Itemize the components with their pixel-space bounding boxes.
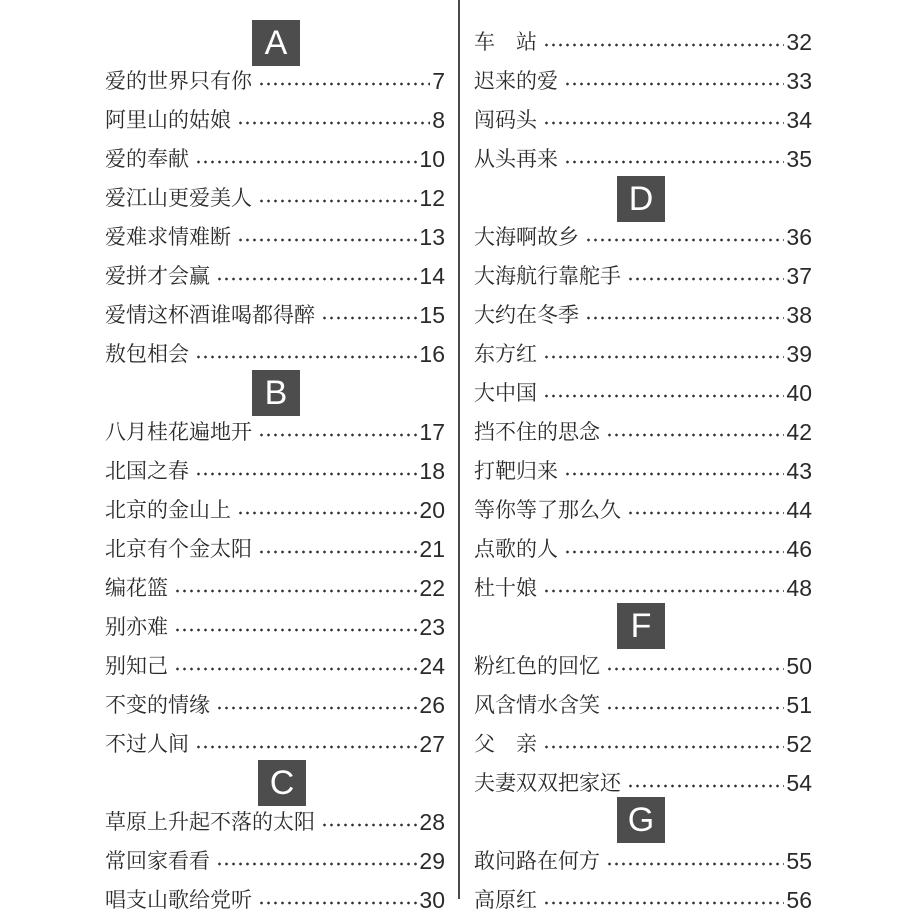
dot-leader (585, 237, 784, 243)
page-number: 10 (419, 146, 445, 172)
song-title: 北京有个金太阳 (105, 537, 252, 561)
toc-entry (105, 454, 445, 484)
toc-entry (474, 298, 812, 328)
page-number: 20 (419, 497, 445, 523)
toc-entry (105, 64, 445, 94)
page-number: 8 (432, 107, 445, 133)
page-number: 16 (419, 341, 445, 367)
dot-leader (585, 315, 784, 321)
toc-entry (105, 532, 445, 562)
song-title: 爱江山更爱美人 (105, 186, 252, 210)
dot-leader (195, 354, 417, 360)
page-number: 18 (419, 458, 445, 484)
toc-entry (474, 532, 812, 562)
toc-entry (474, 844, 812, 874)
dot-leader (543, 393, 784, 399)
song-title: 大约在冬季 (474, 303, 579, 327)
toc-entry (474, 727, 812, 757)
page-number: 51 (786, 692, 812, 718)
song-title: 从头再来 (474, 147, 558, 171)
toc-entry (474, 64, 812, 94)
song-title: 挡不住的思念 (474, 420, 600, 444)
song-title: 大海啊故乡 (474, 225, 579, 249)
song-title: 爱的世界只有你 (105, 69, 252, 93)
song-title: 大中国 (474, 381, 537, 405)
toc-entry (105, 259, 445, 289)
page-number: 42 (786, 419, 812, 445)
song-title: 父 亲 (474, 732, 537, 756)
toc-entry (105, 220, 445, 250)
dot-leader (216, 276, 417, 282)
toc-entry (105, 844, 445, 874)
dot-leader (543, 744, 784, 750)
page-number: 12 (419, 185, 445, 211)
dot-leader (543, 588, 784, 594)
song-title: 北国之春 (105, 459, 189, 483)
song-title: 爱情这杯酒谁喝都得醉 (105, 303, 315, 327)
toc-entry (474, 25, 812, 55)
toc-entry (105, 415, 445, 445)
page-number: 48 (786, 575, 812, 601)
page-number: 40 (786, 380, 812, 406)
page-number: 15 (419, 302, 445, 328)
page-number: 38 (786, 302, 812, 328)
toc-entry (474, 649, 812, 679)
page-number: 17 (419, 419, 445, 445)
song-title: 杜十娘 (474, 576, 537, 600)
page-number: 46 (786, 536, 812, 562)
toc-entry (474, 103, 812, 133)
dot-leader (564, 549, 784, 555)
page-number: 14 (419, 263, 445, 289)
song-title: 八月桂花遍地开 (105, 420, 252, 444)
page-number: 33 (786, 68, 812, 94)
song-title: 东方红 (474, 342, 537, 366)
page-number: 50 (786, 653, 812, 679)
song-title: 不变的情缘 (105, 693, 210, 717)
page-number: 44 (786, 497, 812, 523)
toc-entry (474, 883, 812, 913)
dot-leader (321, 822, 417, 828)
dot-leader (195, 744, 417, 750)
toc-entry (474, 454, 812, 484)
toc-entry (105, 337, 445, 367)
dot-leader (216, 705, 417, 711)
song-title: 点歌的人 (474, 537, 558, 561)
page-number: 54 (786, 770, 812, 796)
dot-leader (627, 783, 784, 789)
song-title: 编花篮 (105, 576, 168, 600)
song-title: 别亦难 (105, 615, 168, 639)
page-number: 29 (419, 848, 445, 874)
dot-leader (216, 861, 417, 867)
page-number: 37 (786, 263, 812, 289)
song-title: 敢问路在何方 (474, 849, 600, 873)
dot-leader (174, 666, 417, 672)
section-letter-d: D (617, 176, 665, 222)
dot-leader (237, 120, 430, 126)
page-number: 39 (786, 341, 812, 367)
dot-leader (174, 627, 417, 633)
song-title: 打靶归来 (474, 459, 558, 483)
toc-entry (474, 688, 812, 718)
dot-leader (564, 159, 784, 165)
section-letter-g: G (617, 797, 665, 843)
toc-entry (474, 337, 812, 367)
dot-leader (543, 900, 784, 906)
page-number: 22 (419, 575, 445, 601)
toc-entry (105, 610, 445, 640)
song-title: 北京的金山上 (105, 498, 231, 522)
toc-entry (474, 415, 812, 445)
toc-entry (474, 259, 812, 289)
page-number: 13 (419, 224, 445, 250)
toc-entry (474, 766, 812, 796)
toc-entry (105, 298, 445, 328)
page-number: 36 (786, 224, 812, 250)
toc-entry (105, 805, 445, 835)
page-number: 34 (786, 107, 812, 133)
dot-leader (258, 432, 417, 438)
page-number: 23 (419, 614, 445, 640)
page-number: 28 (419, 809, 445, 835)
toc-entry (474, 220, 812, 250)
page-number: 43 (786, 458, 812, 484)
dot-leader (195, 471, 417, 477)
toc-entry (105, 571, 445, 601)
toc-entry (105, 727, 445, 757)
toc-entry (474, 493, 812, 523)
column-divider (458, 0, 460, 899)
song-title: 常回家看看 (105, 849, 210, 873)
toc-entry (474, 376, 812, 406)
page-number: 30 (419, 887, 445, 913)
song-title: 大海航行靠舵手 (474, 264, 621, 288)
dot-leader (627, 510, 784, 516)
section-letter-f: F (617, 603, 665, 649)
dot-leader (606, 861, 784, 867)
dot-leader (321, 315, 417, 321)
song-title: 高原红 (474, 888, 537, 912)
dot-leader (237, 237, 417, 243)
page-number: 55 (786, 848, 812, 874)
song-title: 不过人间 (105, 732, 189, 756)
toc-entry (105, 181, 445, 211)
section-letter-c: C (258, 760, 306, 806)
toc-entry (105, 649, 445, 679)
dot-leader (543, 42, 784, 48)
dot-leader (174, 588, 417, 594)
song-title: 爱拼才会赢 (105, 264, 210, 288)
song-title: 敖包相会 (105, 342, 189, 366)
page-number: 32 (786, 29, 812, 55)
song-title: 粉红色的回忆 (474, 654, 600, 678)
song-title: 爱难求情难断 (105, 225, 231, 249)
song-title: 阿里山的姑娘 (105, 108, 231, 132)
toc-entry (105, 883, 445, 913)
page-number: 52 (786, 731, 812, 757)
section-letter-b: B (252, 370, 300, 416)
dot-leader (606, 432, 784, 438)
dot-leader (258, 198, 417, 204)
dot-leader (564, 471, 784, 477)
dot-leader (564, 81, 784, 87)
toc-entry (105, 493, 445, 523)
dot-leader (627, 276, 784, 282)
song-title: 唱支山歌给党听 (105, 888, 252, 912)
page-number: 35 (786, 146, 812, 172)
dot-leader (237, 510, 417, 516)
dot-leader (543, 354, 784, 360)
page-number: 56 (786, 887, 812, 913)
toc-entry (474, 571, 812, 601)
page-number: 24 (419, 653, 445, 679)
song-title: 车 站 (474, 30, 537, 54)
dot-leader (258, 549, 417, 555)
song-title: 风含情水含笑 (474, 693, 600, 717)
song-title: 迟来的爱 (474, 69, 558, 93)
section-letter-a: A (252, 20, 300, 66)
dot-leader (606, 705, 784, 711)
dot-leader (606, 666, 784, 672)
song-title: 夫妻双双把家还 (474, 771, 621, 795)
toc-entry (474, 142, 812, 172)
song-title: 别知己 (105, 654, 168, 678)
song-title: 草原上升起不落的太阳 (105, 810, 315, 834)
song-title: 爱的奉献 (105, 147, 189, 171)
song-title: 闯码头 (474, 108, 537, 132)
dot-leader (258, 900, 417, 906)
page-number: 27 (419, 731, 445, 757)
song-title: 等你等了那么久 (474, 498, 621, 522)
toc-entry (105, 688, 445, 718)
page-number: 21 (419, 536, 445, 562)
dot-leader (543, 120, 784, 126)
dot-leader (258, 81, 430, 87)
page-number: 26 (419, 692, 445, 718)
toc-entry (105, 142, 445, 172)
toc-entry (105, 103, 445, 133)
page-number: 7 (432, 68, 445, 94)
dot-leader (195, 159, 417, 165)
